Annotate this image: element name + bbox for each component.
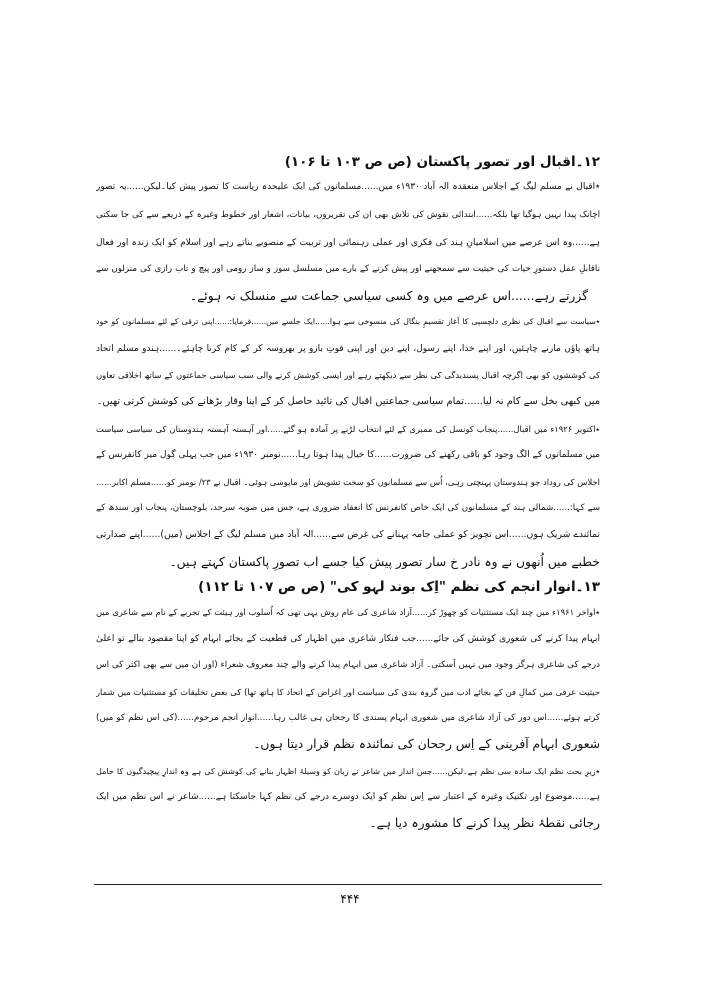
section-heading: ۱۳۔انوار انجم کی نظم "اِک بوند لہو کی" (ص ص ۱۰۷ تا ۱۱۲) — [198, 579, 600, 595]
paragraph-line: سے کہا:......شمالی ہند کے مسلمانوں کی ایک خاص کانفرنس کا انعقاد ضروری ہے، جس میں صوبہ سرحد، بلوچستان، پنجاب اور سندھ کے — [96, 503, 600, 513]
paragraph-line: اجلاس کی روداد جو ہندوستان پہنچتی رہی، اُس سے مسلمانوں کو سخت تشویش اور مایوسی ہوئی۔ اقبال نے ۲۳/ نومبر کو......مسلم اکابر...... — [96, 477, 600, 487]
paragraph-line: ہے......موضوع اور تکنیک وغیرہ کے اعتبار سے اِس نظم کو ایک دوسرے درجے کی نظم کہا جاسکتا ہے......شاعر نے اس نظم میں ایک — [96, 792, 600, 802]
footer-divider — [94, 884, 602, 885]
paragraph-line: گزرتے رہے......اس عرصے میں وہ کسی سیاسی جماعت سے منسلک نہ ہوئے۔ — [189, 289, 588, 303]
paragraph-line: خطبے میں اُنھوں نے وہ نادر خ سار تصور پیش کیا جسے اب تصورِ پاکستان کہتے ہیں۔ — [169, 555, 600, 569]
paragraph-line: ٭اواخر ۱۹۶۱ء میں چند ایک مستثنیات کو چھوڑ کر......آزاد شاعری کی عام روش یہی تھی کہ اُسلوب اور ہیئت کے تجربے کے نام سے شاعری میں — [96, 607, 600, 617]
paragraph-line: حیثیت عرفی میں کمالِ فن کے بجائے ادب میں گروہ بندی کی سیاست اور اغراض کے اتحاد کا ہاتھ تھا) کی بعض تخلیقات کو مستثنیات میں شمار — [96, 687, 600, 697]
paragraph-line: رجائی نقطۂ نظر پیدا کرنے کا مشورہ دیا ہے۔ — [369, 816, 600, 830]
paragraph-line: ابہام پیدا کرنے کی شعوری کوشش کی جائے......جب فنکار شاعری میں اظہار کی قطعیت کے بجائے ابہام کو اپنا مقصود بنالے تو اعلیٰ — [96, 634, 600, 644]
paragraph-line: میں مسلمانوں کے الگ وجود کو باقی رکھنے کی ضرورت......کا خیال پیدا ہوتا رہا......نومبر ۱۹۳۰ء میں جب پہلی گول میز کانفرنس کے — [96, 450, 600, 460]
paragraph-line: شعوری ابہام آفرینی کے اِس رجحان کی نمائندہ نظم قرار دیتا ہوں۔ — [253, 737, 600, 751]
paragraph-line: ٭زیرِ بحث نظم ایک سادہ سی نظم ہے۔لیکن......جس انداز میں شاعر نے زبان کو وسیلۂ اظہار بنانے کی کوشش کی ہے وہ اندازِ پیچیدگیوں کا حامل — [96, 766, 600, 776]
page-number: ۴۴۴ — [340, 892, 360, 906]
paragraph-line: ٭سیاست سے اقبال کی نظری دلچسپی کا آغاز تقسیمِ بنگال کی منسوخی سے ہوا......ایک جلسے میں......فرمایا:......اپنی ترقی کے لئے مسلمانوں کو خود — [96, 317, 600, 326]
paragraph-line: میں کبھی بخل سے کام نہ لیا......تمام سیاسی جماعتیں اقبال کی تائید حاصل کر کے اپنا وقار بڑھانے کی کوشش کرتی تھیں۔ — [96, 396, 600, 407]
paragraph-line: ٭اکتوبر ۱۹۲۶ء میں اقبال......پنجاب کونسل کی ممبری کے لئے انتخاب لڑنے پر آمادہ ہو گئے......اور آہستہ آہستہ ہندوستان کی سیاسی سیاست — [96, 424, 600, 434]
paragraph-line: ٭اقبال نے مسلم لیگ کے اجلاس منعقدہ الہ آباد ۱۹۳۰ء میں......مسلمانوں کی ایک علیحدہ ریاست کا تصور پیش کیا۔لیکن......یہ تصور — [96, 182, 600, 192]
paragraph-line: ہے......وہ اس عرصے میں اسلامیانِ ہند کی فکری اور عملی رہنمائی اور تربیت کے منصوبے بناتے رہے اور اسلام کو ایک زندہ اور فعال — [96, 238, 600, 248]
paragraph-line: ناقابلِ عمل دستورِ حیات کی حیثیت سے سمجھنے اور پیش کرنے کے بارے میں مسلسل سوز و ساز رومی اور پیچ و تاب رازی کی منزلوں سے — [96, 264, 600, 274]
paragraph-line: ہاتھ پاؤں مارنے چاہئیں، اور اپنے خدا، اپنے رسول، اپنے دین اور اپنی قوتِ بازو پر بھروسہ کر کے کام کرنا چاہئے۔......ہندو مسلم اتحاد — [96, 344, 600, 354]
paragraph-line: کرتے ہوئے......اس دور کی آزاد شاعری میں شعوری ابہام پسندی کا رجحان ہی غالب رہا......انوار انجم مرحوم......(کی اس نظم کو میں) — [96, 713, 600, 723]
paragraph-line: کی کوششوں کو بھی اگرچہ اقبال پسندیدگی کی نظر سے دیکھتے رہے اور ایسی کوشش کرنے والی سب سیاسی جماعتوں کے ساتھ اخلاقی تعاون — [96, 370, 600, 380]
paragraph-line: درجے کی شاعری ہرگز وجود میں نہیں آسکتی۔ آزاد شاعری میں ابہام پیدا کرنے والے چند معروف شعراء (اور ان میں سے بھی اکثر کی اس — [96, 660, 600, 670]
paragraph-line: اچانک پیدا نہیں ہوگیا تھا بلکہ......ابتدائی نقوش کی تلاش بھی ان کی تقریروں، بیانات، اشعار اور خطوط وغیرہ کے ذریعے سے کی جا سکتی — [96, 210, 600, 220]
paragraph-line: نمائندے شریک ہوں......اس تجویز کو عملی جامہ پہنانے کی غرض سے......الہ آباد میں مسلم لیگ کے اجلاس (میں)......اپنے صدارتی — [96, 529, 600, 540]
section-heading: ۱۲۔اقبال اور تصور پاکستان (ص ص ۱۰۳ تا ۱۰۶) — [284, 154, 600, 170]
